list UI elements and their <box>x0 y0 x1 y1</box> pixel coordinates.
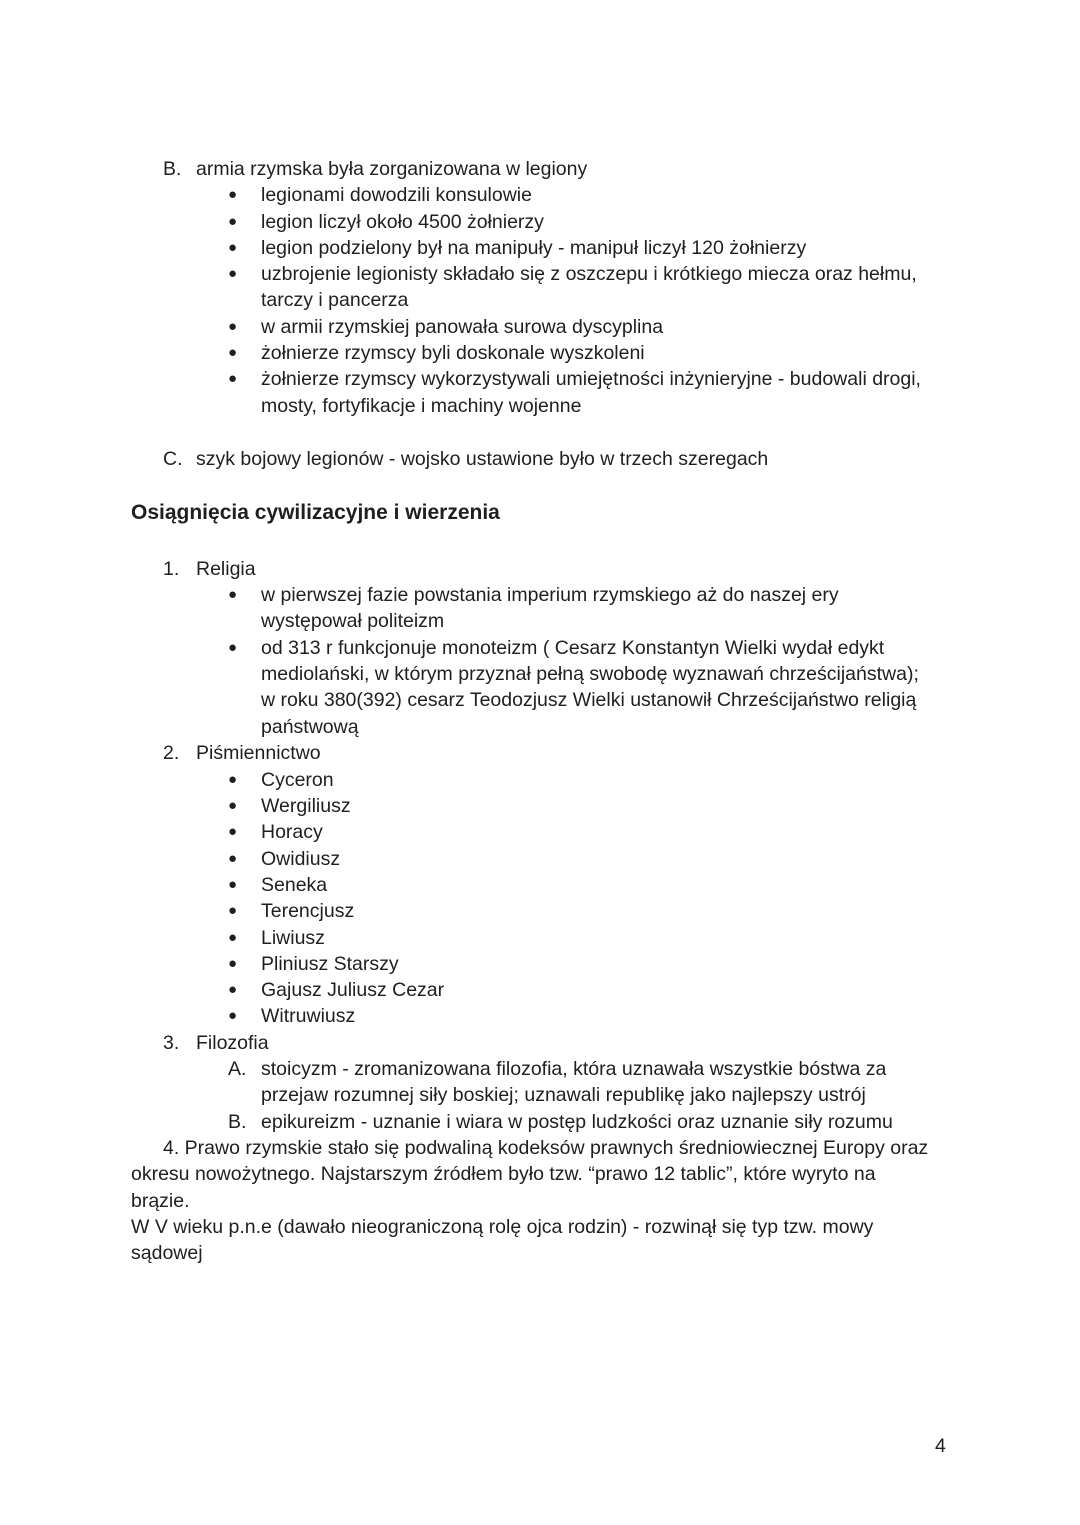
philosophy-item-1-line-1: stoicyzm - zromanizowana filozofia, która uznawała wszystkie bóstwa za <box>261 1058 887 1080</box>
section-b-marker: B. <box>163 158 182 180</box>
author-item: Witruwiusz <box>261 1005 356 1027</box>
philosophy-title: Filozofia <box>196 1032 269 1054</box>
law-paragraph-line-4: W V wieku p.n.e (dawało nieograniczoną rolę ojca rodzin) - rozwinął się typ tzw. mowy <box>131 1216 874 1238</box>
bullet-icon: ● <box>228 1007 238 1024</box>
philosophy-item-1-line-2: przejaw rozumnej siły boskiej; uznawali republikę jako najlepszy ustrój <box>261 1084 866 1106</box>
writing-title: Piśmiennictwo <box>196 742 321 764</box>
religion-marker: 1. <box>163 558 180 580</box>
section-heading: Osiągnięcia cywilizacyjne i wierzenia <box>131 501 500 524</box>
author-item: Owidiusz <box>261 848 341 870</box>
philosophy-item-marker: B. <box>228 1111 247 1133</box>
bullet-icon: ● <box>228 239 238 256</box>
author-item: Seneka <box>261 874 328 896</box>
author-item: Cyceron <box>261 769 334 791</box>
bullet-icon: ● <box>228 955 238 972</box>
army-item-4-line-1: uzbrojenie legionisty składało się z oszczepu i krótkiego miecza oraz hełmu, <box>261 263 917 285</box>
army-item-6: żołnierze rzymscy byli doskonale wyszkoleni <box>261 342 645 364</box>
army-item-3: legion podzielony był na manipuły - manipuł liczył 120 żołnierzy <box>261 237 807 259</box>
philosophy-marker: 3. <box>163 1032 180 1054</box>
philosophy-item-marker: A. <box>228 1058 247 1080</box>
page-number: 4 <box>935 1435 946 1457</box>
bullet-icon: ● <box>228 876 238 893</box>
bullet-icon: ● <box>228 344 238 361</box>
law-paragraph-line-5: sądowej <box>131 1242 203 1264</box>
section-c-text: szyk bojowy legionów - wojsko ustawione było w trzech szeregach <box>196 448 769 470</box>
section-b-title: armia rzymska była zorganizowana w legiony <box>196 158 588 180</box>
author-item: Pliniusz Starszy <box>261 953 399 975</box>
bullet-icon: ● <box>228 929 238 946</box>
religion-item-1-line-2: występował politeizm <box>261 610 445 632</box>
bullet-icon: ● <box>228 797 238 814</box>
religion-item-2-line-4: państwową <box>261 716 359 738</box>
army-item-7-line-2: mosty, fortyfikacje i machiny wojenne <box>261 395 582 417</box>
law-paragraph-line-2: okresu nowożytnego. Najstarszym źródłem było tzw. “prawo 12 tablic”, które wyryto na <box>131 1163 876 1185</box>
author-item: Horacy <box>261 821 323 843</box>
author-item: Wergiliusz <box>261 795 351 817</box>
religion-item-2-line-3: w roku 380(392) cesarz Teodozjusz Wielki ustanowił Chrześcijaństwo religią <box>261 689 917 711</box>
bullet-icon: ● <box>228 771 238 788</box>
religion-title: Religia <box>196 558 256 580</box>
philosophy-item-2: epikureizm - uznanie i wiara w postęp ludzkości oraz uznanie siły rozumu <box>261 1111 893 1133</box>
writing-marker: 2. <box>163 742 180 764</box>
law-paragraph-line-1: 4. Prawo rzymskie stało się podwaliną kodeksów prawnych średniowiecznej Europy oraz <box>163 1137 929 1159</box>
bullet-icon: ● <box>228 370 238 387</box>
bullet-icon: ● <box>228 213 238 230</box>
author-item: Gajusz Juliusz Cezar <box>261 979 445 1001</box>
bullet-icon: ● <box>228 265 238 282</box>
section-c-marker: C. <box>163 448 183 470</box>
bullet-icon: ● <box>228 639 238 656</box>
law-paragraph-line-3: brązie. <box>131 1190 190 1212</box>
religion-item-2-line-2: mediolański, w którym przyznał pełną swobodę wyznawań chrześcijaństwa); <box>261 663 919 685</box>
author-item: Terencjusz <box>261 900 355 922</box>
bullet-icon: ● <box>228 186 238 203</box>
army-item-7-line-1: żołnierze rzymscy wykorzystywali umiejętności inżynieryjne - budowali drogi, <box>261 368 921 390</box>
army-item-1: legionami dowodzili konsulowie <box>261 184 532 206</box>
religion-item-2-line-1: od 313 r funkcjonuje monoteizm ( Cesarz Konstantyn Wielki wydał edykt <box>261 637 885 659</box>
army-item-5: w armii rzymskiej panowała surowa dyscyplina <box>261 316 664 338</box>
bullet-icon: ● <box>228 586 238 603</box>
army-item-2: legion liczył około 4500 żołnierzy <box>261 211 544 233</box>
bullet-icon: ● <box>228 902 238 919</box>
bullet-icon: ● <box>228 981 238 998</box>
religion-item-1-line-1: w pierwszej fazie powstania imperium rzymskiego aż do naszej ery <box>261 584 839 606</box>
bullet-icon: ● <box>228 823 238 840</box>
bullet-icon: ● <box>228 318 238 335</box>
bullet-icon: ● <box>228 850 238 867</box>
army-item-4-line-2: tarczy i pancerza <box>261 289 409 311</box>
author-item: Liwiusz <box>261 927 325 949</box>
